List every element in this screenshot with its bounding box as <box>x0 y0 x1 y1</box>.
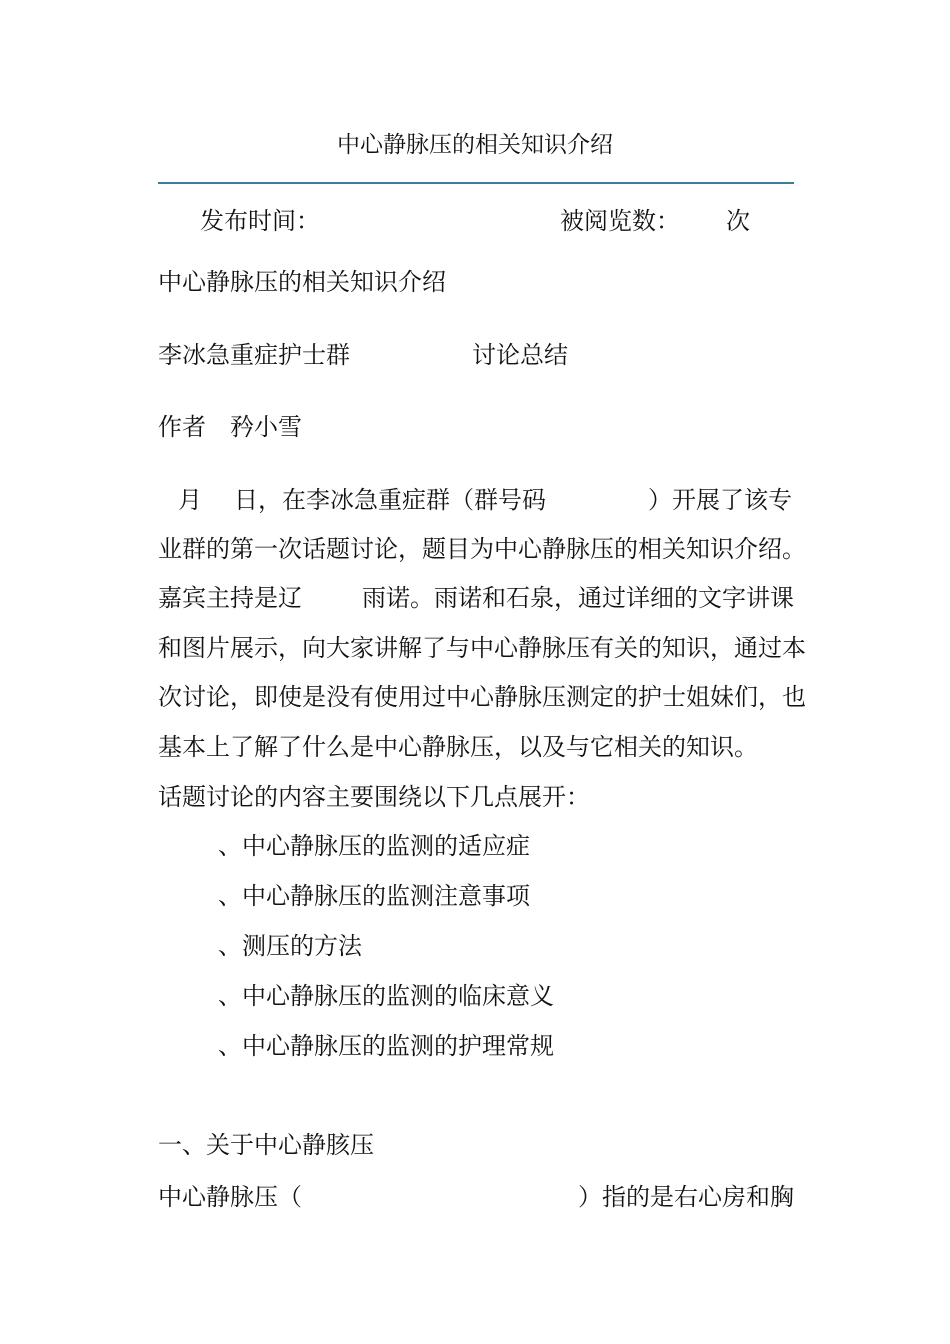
section-1-heading: 一、关于中心静胲压 <box>158 1131 374 1159</box>
topic-item-1: 、中心静脉压的监测的适应症 <box>218 832 530 860</box>
intro-line-1a: 月 <box>178 486 202 514</box>
section-1-line-start: 中心静脉压（ <box>158 1183 302 1211</box>
intro-line-5: 次讨论，即使是没有使用过中心静脉压测定的护士姐妹们，也 <box>158 683 806 711</box>
topic-item-4: 、中心静脉压的监测的临床意义 <box>218 982 554 1010</box>
intro-line-3a: 嘉宾主持是辽 <box>158 584 302 612</box>
document-title: 中心静脉压的相关知识介绍 <box>337 132 613 158</box>
view-count-label: 被阅览数： <box>560 207 680 235</box>
intro-line-2: 业群的第一次话题讨论，题目为中心静脉压的相关知识介绍。 <box>158 535 806 563</box>
group-name: 李冰急重症护士群 <box>158 341 350 369</box>
topic-item-2: 、中心静脉压的监测注意事项 <box>218 882 530 910</box>
intro-line-1b: 日，在李冰急重症群（群号码 <box>234 486 546 514</box>
group-summary-label: 讨论总结 <box>472 341 568 369</box>
author-line: 作者 矜小雪 <box>158 413 302 441</box>
intro-line-6: 基本上了解了什么是中心静脉压，以及与它相关的知识。 <box>158 733 758 761</box>
intro-line-4: 和图片展示，向大家讲解了与中心静脉压有关的知识，通过本 <box>158 634 806 662</box>
topic-item-5: 、中心静脉压的监测的护理常规 <box>218 1032 554 1060</box>
topic-item-3: 、测压的方法 <box>218 932 362 960</box>
view-count-unit: 次 <box>726 207 750 235</box>
section-1-line-end: ）指的是右心房和胸 <box>578 1183 794 1211</box>
intro-line-3b: 雨诺。雨诺和石泉，通过详细的文字讲课 <box>362 584 794 612</box>
publish-time-label: 发布时间： <box>200 207 320 235</box>
intro-line-1c: ）开展了该专 <box>648 486 792 514</box>
topics-intro: 话题讨论的内容主要围绕以下几点展开： <box>158 783 590 811</box>
title-divider <box>158 182 794 184</box>
article-subtitle: 中心静脉压的相关知识介绍 <box>158 268 446 296</box>
